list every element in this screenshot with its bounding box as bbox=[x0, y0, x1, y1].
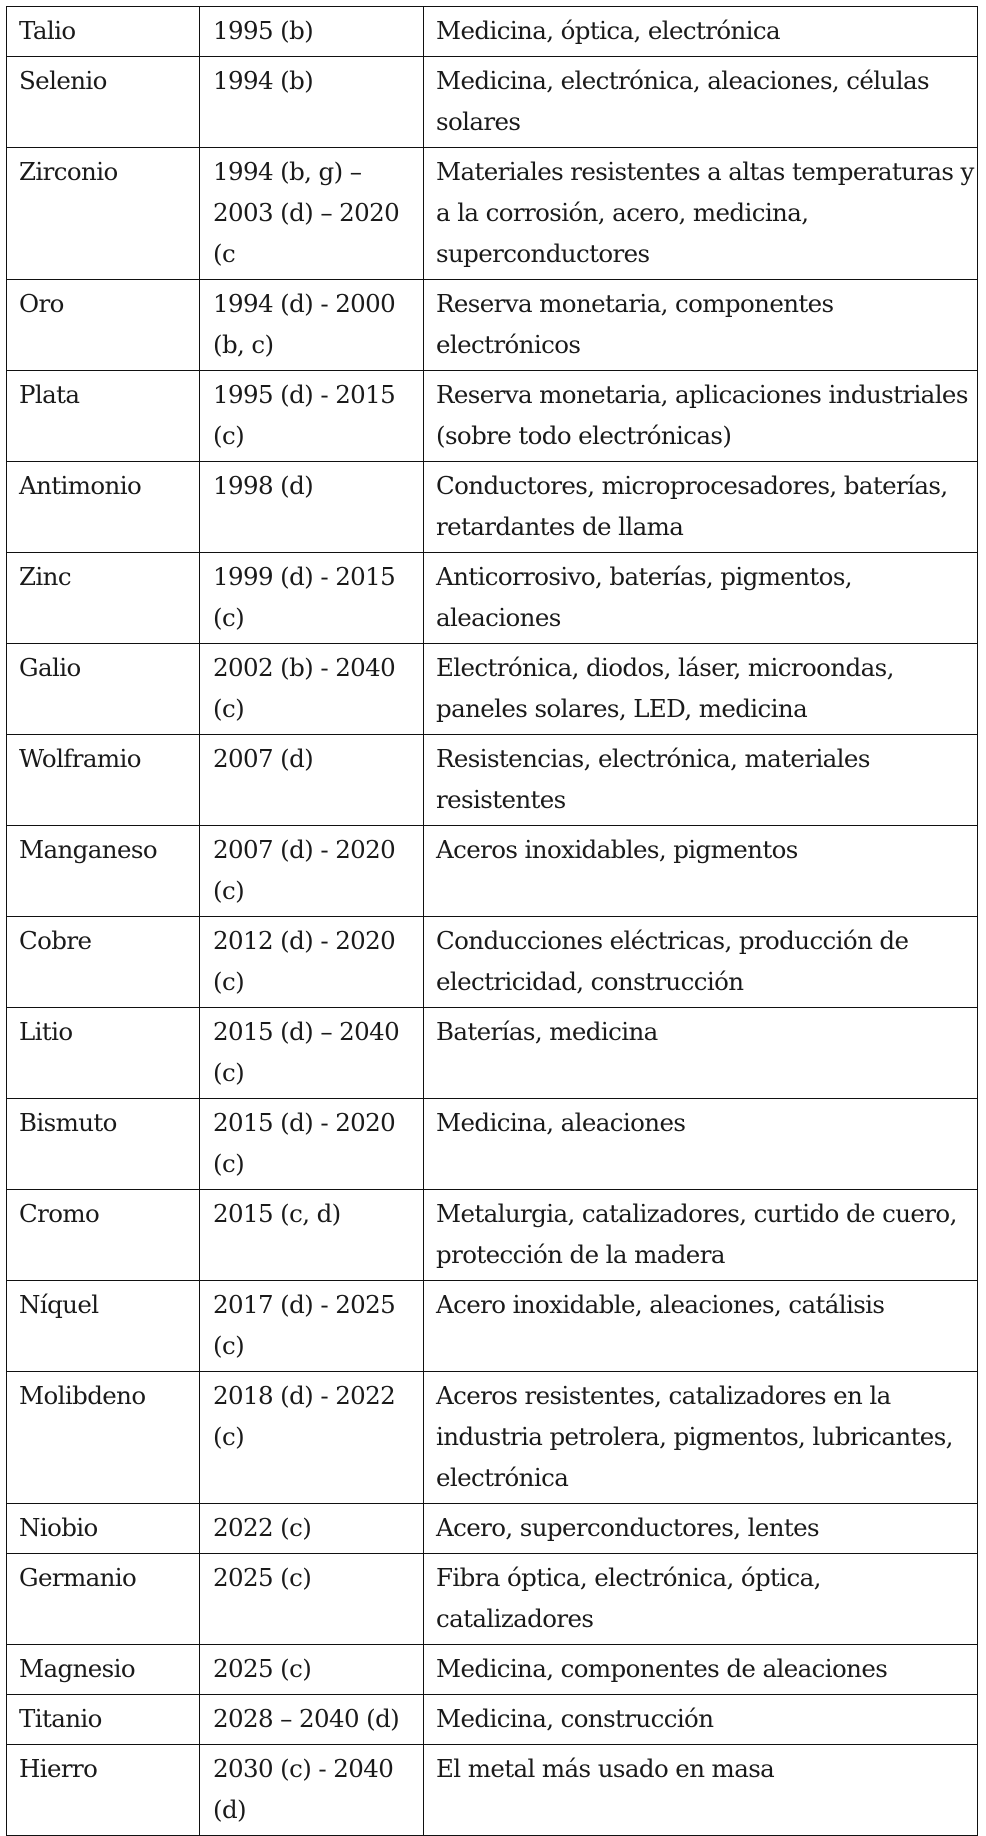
year-cell: 2007 (d) bbox=[200, 735, 424, 826]
year-cell: 2017 (d) - 2025 (c) bbox=[200, 1281, 424, 1372]
uses-cell: Anticorrosivo, baterías, pigmentos, aleaciones bbox=[424, 553, 978, 644]
year-cell: 2022 (c) bbox=[200, 1504, 424, 1554]
uses-cell: Baterías, medicina bbox=[424, 1008, 978, 1099]
uses-cell: Medicina, óptica, electrónica bbox=[424, 7, 978, 57]
year-cell: 1999 (d) - 2015 (c) bbox=[200, 553, 424, 644]
uses-cell: Acero inoxidable, aleaciones, catálisis bbox=[424, 1281, 978, 1372]
uses-cell: Electrónica, diodos, láser, microondas, paneles solares, LED, medicina bbox=[424, 644, 978, 735]
metal-cell: Níquel bbox=[7, 1281, 200, 1372]
table-row bbox=[7, 1008, 978, 1099]
year-cell: 2015 (c, d) bbox=[200, 1190, 424, 1281]
metals-table bbox=[6, 6, 978, 1836]
uses-cell: Fibra óptica, electrónica, óptica, catalizadores bbox=[424, 1554, 978, 1645]
year-cell: 2025 (c) bbox=[200, 1554, 424, 1645]
table-row bbox=[7, 1372, 978, 1504]
metal-cell: Talio bbox=[7, 7, 200, 57]
year-cell: 2007 (d) - 2020 (c) bbox=[200, 826, 424, 917]
uses-cell: Medicina, componentes de aleaciones bbox=[424, 1645, 978, 1695]
table-row bbox=[7, 462, 978, 553]
year-cell: 1994 (b, g) – 2003 (d) – 2020 (c bbox=[200, 148, 424, 280]
uses-cell: Aceros resistentes, catalizadores en la industria petrolera, pigmentos, lubricantes, electrónica bbox=[424, 1372, 978, 1504]
metal-cell: Galio bbox=[7, 644, 200, 735]
year-cell: 2012 (d) - 2020 (c) bbox=[200, 917, 424, 1008]
uses-cell: Resistencias, electrónica, materiales resistentes bbox=[424, 735, 978, 826]
year-cell: 2025 (c) bbox=[200, 1645, 424, 1695]
year-cell: 1994 (b) bbox=[200, 57, 424, 148]
metal-cell: Selenio bbox=[7, 57, 200, 148]
year-cell: 2018 (d) - 2022 (c) bbox=[200, 1372, 424, 1504]
metal-cell: Cobre bbox=[7, 917, 200, 1008]
uses-cell: Reserva monetaria, aplicaciones industriales (sobre todo electrónicas) bbox=[424, 371, 978, 462]
uses-cell: El metal más usado en masa bbox=[424, 1745, 978, 1836]
table-row bbox=[7, 1554, 978, 1645]
metal-cell: Manganeso bbox=[7, 826, 200, 917]
table-row bbox=[7, 7, 978, 57]
table-row bbox=[7, 1281, 978, 1372]
table-row bbox=[7, 1695, 978, 1745]
metal-cell: Bismuto bbox=[7, 1099, 200, 1190]
metal-cell: Plata bbox=[7, 371, 200, 462]
year-cell: 2015 (d) - 2020 (c) bbox=[200, 1099, 424, 1190]
metal-cell: Wolframio bbox=[7, 735, 200, 826]
table-row bbox=[7, 1099, 978, 1190]
year-cell: 2002 (b) - 2040 (c) bbox=[200, 644, 424, 735]
table-row bbox=[7, 148, 978, 280]
metal-cell: Molibdeno bbox=[7, 1372, 200, 1504]
uses-cell: Medicina, electrónica, aleaciones, células solares bbox=[424, 57, 978, 148]
uses-cell: Metalurgia, catalizadores, curtido de cuero, protección de la madera bbox=[424, 1190, 978, 1281]
table-row bbox=[7, 280, 978, 371]
table-row bbox=[7, 917, 978, 1008]
year-cell: 1998 (d) bbox=[200, 462, 424, 553]
table-row bbox=[7, 1645, 978, 1695]
uses-cell: Reserva monetaria, componentes electrónicos bbox=[424, 280, 978, 371]
table-row bbox=[7, 1190, 978, 1281]
table-row bbox=[7, 371, 978, 462]
metal-cell: Titanio bbox=[7, 1695, 200, 1745]
table-row bbox=[7, 1504, 978, 1554]
table-row bbox=[7, 826, 978, 917]
uses-cell: Conducciones eléctricas, producción de electricidad, construcción bbox=[424, 917, 978, 1008]
table-row bbox=[7, 57, 978, 148]
metals-table-body bbox=[7, 7, 978, 1836]
year-cell: 1994 (d) - 2000 (b, c) bbox=[200, 280, 424, 371]
metal-cell: Antimonio bbox=[7, 462, 200, 553]
table-row bbox=[7, 644, 978, 735]
uses-cell: Conductores, microprocesadores, baterías, retardantes de llama bbox=[424, 462, 978, 553]
metal-cell: Litio bbox=[7, 1008, 200, 1099]
table-row bbox=[7, 553, 978, 644]
year-cell: 2015 (d) – 2040 (c) bbox=[200, 1008, 424, 1099]
year-cell: 1995 (d) - 2015 (c) bbox=[200, 371, 424, 462]
uses-cell: Acero, superconductores, lentes bbox=[424, 1504, 978, 1554]
uses-cell: Aceros inoxidables, pigmentos bbox=[424, 826, 978, 917]
metal-cell: Germanio bbox=[7, 1554, 200, 1645]
metal-cell: Niobio bbox=[7, 1504, 200, 1554]
metal-cell: Oro bbox=[7, 280, 200, 371]
table-row bbox=[7, 1745, 978, 1836]
uses-cell: Medicina, aleaciones bbox=[424, 1099, 978, 1190]
uses-cell: Medicina, construcción bbox=[424, 1695, 978, 1745]
uses-cell: Materiales resistentes a altas temperaturas y a la corrosión, acero, medicina, superconductores bbox=[424, 148, 978, 280]
year-cell: 2028 – 2040 (d) bbox=[200, 1695, 424, 1745]
metal-cell: Hierro bbox=[7, 1745, 200, 1836]
metal-cell: Cromo bbox=[7, 1190, 200, 1281]
metal-cell: Zinc bbox=[7, 553, 200, 644]
year-cell: 2030 (c) - 2040 (d) bbox=[200, 1745, 424, 1836]
metal-cell: Zirconio bbox=[7, 148, 200, 280]
metal-cell: Magnesio bbox=[7, 1645, 200, 1695]
table-row bbox=[7, 735, 978, 826]
year-cell: 1995 (b) bbox=[200, 7, 424, 57]
